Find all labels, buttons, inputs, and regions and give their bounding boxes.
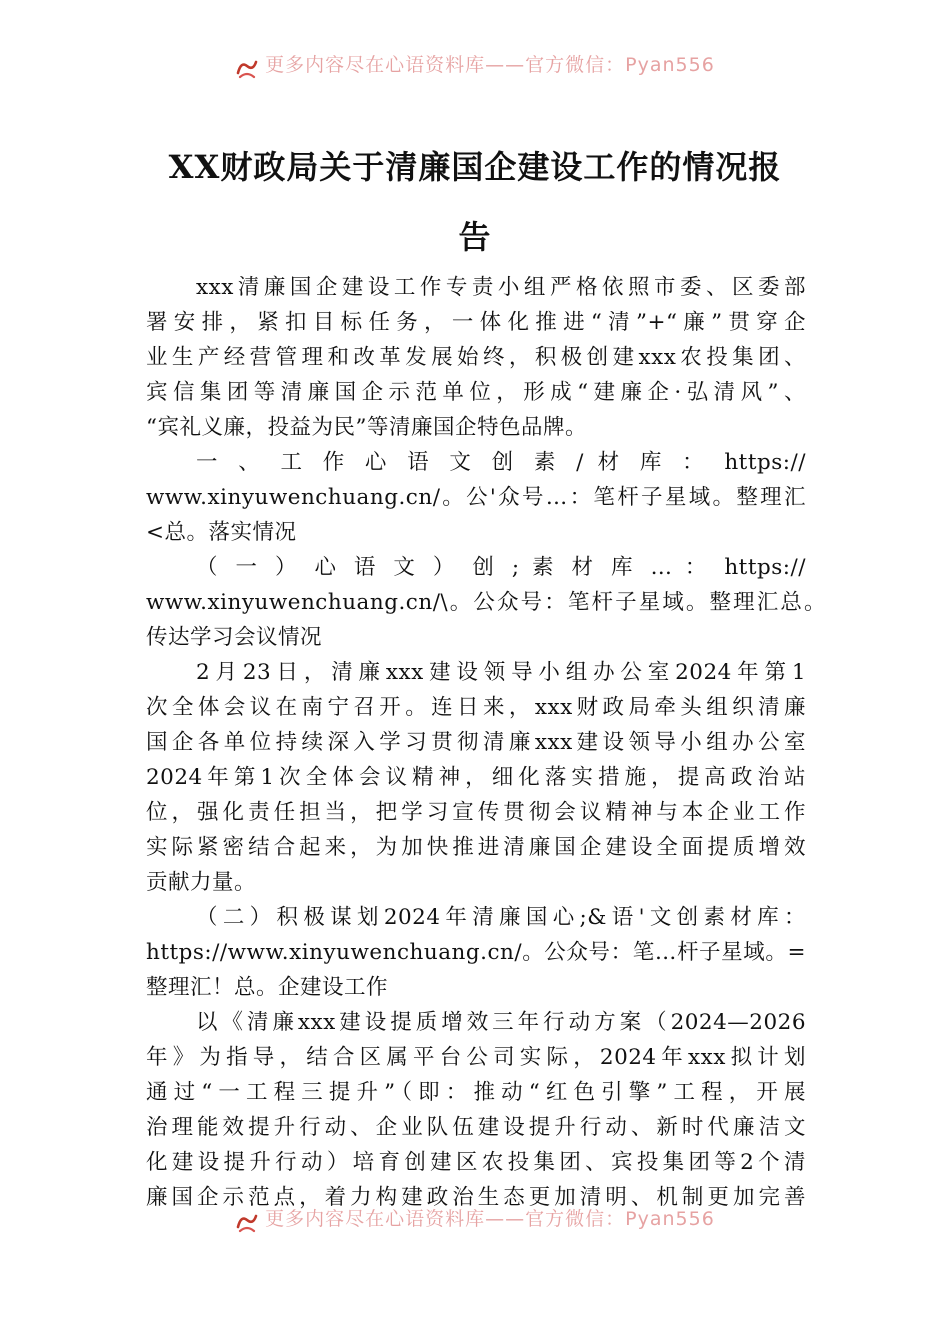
subsection-heading-line: 整理汇！总。企建设工作 xyxy=(146,975,389,1000)
document-title-line-1: XX财政局关于清廉国企建设工作的情况报 xyxy=(168,148,782,186)
body-line: 次全体会议在南宁召开。连日来，xxx财政局牵头组织清廉 xyxy=(146,695,806,720)
body-line: 实际紧密结合起来，为加快推进清廉国企建设全面提质增效 xyxy=(146,835,806,860)
subsection-heading-line: 传达学习会议情况 xyxy=(146,625,323,650)
body-line: 国企各单位持续深入学习贯彻清廉xxx建设领导小组办公室 xyxy=(146,730,806,755)
watermark-text: 更多内容尽在心语资料库——官方微信：Pyan556 xyxy=(265,1208,715,1230)
body-line: 署安排，紧扣目标任务，一体化推进“清”+“廉”贯穿企 xyxy=(146,310,806,335)
watermark-header xyxy=(0,54,950,84)
brand-logo-icon xyxy=(235,1211,259,1235)
body-line: 贡献力量。 xyxy=(146,870,257,895)
body-line: 廉国企示范点，着力构建政治生态更加清明、机制更加完善 xyxy=(146,1185,806,1210)
body-line: “宾礼义廉，投益为民”等清廉国企特色品牌。 xyxy=(146,415,587,440)
body-line: 宾信集团等清廉国企示范单位，形成“建廉企·弘清风”、 xyxy=(146,380,806,405)
body-line: 业生产经营管理和改革发展始终，积极创建xxx农投集团、 xyxy=(146,345,806,370)
subsection-heading-line: （二）积极谋划2024年清廉国心;&语'文创素材库： xyxy=(196,905,806,930)
brand-logo-icon xyxy=(235,57,259,81)
subsection-heading-line: www.xinyuwenchuang.cn/\。公众号：笔杆子星域。整理汇总。 xyxy=(146,590,826,615)
body-line: 化建设提升行动）培育创建区农投集团、宾投集团等2个清 xyxy=(146,1150,806,1175)
document-title-line-2: 告 xyxy=(458,218,492,256)
subsection-heading-line: （ 一 ） 心 语 文 ） 创 ; 素 材 库 … ： https:// xyxy=(196,555,806,580)
body-line: 治理能效提升行动、企业队伍建设提升行动、新时代廉洁文 xyxy=(146,1115,806,1140)
body-line: 以《清廉xxx建设提质增效三年行动方案（2024—2026 xyxy=(196,1010,806,1035)
section-heading-line: <总。落实情况 xyxy=(146,520,297,545)
body-line: 年》为指导，结合区属平台公司实际，2024年xxx拟计划 xyxy=(146,1045,806,1070)
body-line: 通过“一工程三提升”（即：推动“红色引擎”工程，开展 xyxy=(146,1080,806,1105)
body-line: 2024年第1次全体会议精神，细化落实措施，提高政治站 xyxy=(146,765,806,790)
body-line: 2月23日，清廉xxx建设领导小组办公室2024年第1 xyxy=(196,660,806,685)
subsection-heading-line: https://www.xinyuwenchuang.cn/。公众号：笔…杆子星域。= xyxy=(146,940,806,965)
body-line: xxx清廉国企建设工作专责小组严格依照市委、区委部 xyxy=(196,275,806,300)
watermark-footer xyxy=(0,1208,950,1238)
section-heading-line: www.xinyuwenchuang.cn/。公'众号…：笔杆子星域。整理汇 xyxy=(146,485,806,510)
body-line: 位，强化责任担当，把学习宣传贯彻会议精神与本企业工作 xyxy=(146,800,806,825)
section-heading-line: 一 、 工 作 心 语 文 创 素 / 材 库 ： https:// xyxy=(196,450,806,475)
watermark-text: 更多内容尽在心语资料库——官方微信：Pyan556 xyxy=(265,54,715,76)
